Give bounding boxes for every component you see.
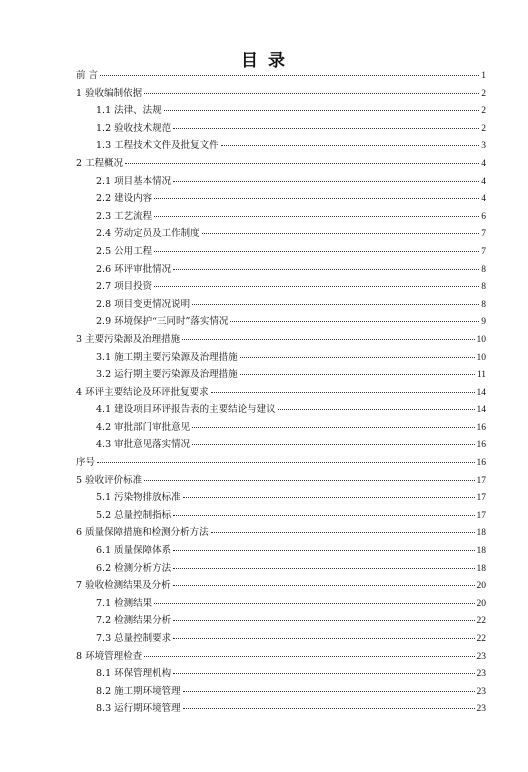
toc-entry-page-number: 20 bbox=[476, 581, 486, 592]
toc-entry-label: 5.2 总量控制指标 bbox=[96, 509, 172, 521]
toc-entry[interactable] bbox=[76, 331, 486, 349]
toc-entry-page-number: 3 bbox=[481, 141, 486, 152]
toc-entry-label: 1.1 法律、法规 bbox=[96, 105, 162, 117]
toc-entry-label: 8.3 运行期环境管理 bbox=[96, 703, 181, 715]
toc-entry[interactable] bbox=[76, 630, 486, 648]
toc-entry-label: 8.2 施工期环境管理 bbox=[96, 685, 181, 697]
toc-entry-page-number: 22 bbox=[476, 616, 486, 627]
toc-entry[interactable] bbox=[76, 190, 486, 208]
toc-entry-label: 1.2 验收技术规范 bbox=[96, 122, 172, 134]
dot-leader bbox=[183, 497, 475, 498]
toc-entry[interactable] bbox=[76, 208, 486, 226]
toc-entry-page-number: 2 bbox=[481, 88, 486, 99]
dot-leader bbox=[173, 550, 474, 551]
toc-entry-page-number: 22 bbox=[476, 634, 486, 644]
toc-entry[interactable] bbox=[76, 137, 486, 155]
toc-entry-page-number: 1 bbox=[481, 71, 486, 81]
dot-leader bbox=[183, 691, 475, 692]
toc-entry[interactable] bbox=[76, 560, 486, 578]
toc-entry[interactable] bbox=[76, 102, 486, 120]
dot-leader bbox=[173, 181, 479, 182]
dot-leader bbox=[154, 198, 479, 199]
toc-entry[interactable] bbox=[76, 401, 486, 419]
dot-leader bbox=[221, 145, 480, 146]
toc-entry-page-number: 16 bbox=[476, 422, 486, 433]
toc-entry-label: 8 环境管理检查 bbox=[76, 650, 143, 662]
toc-entry-page-number: 4 bbox=[481, 158, 486, 169]
toc-entry[interactable] bbox=[76, 261, 486, 279]
toc-entry-page-number: 10 bbox=[476, 352, 486, 363]
toc-entry[interactable] bbox=[76, 120, 486, 138]
dot-leader bbox=[173, 620, 474, 621]
toc-entry-page-number: 23 bbox=[476, 704, 486, 715]
toc-entry-page-number: 9 bbox=[481, 317, 486, 328]
toc-entry-label: 2.8 项目变更情况说明 bbox=[96, 298, 191, 310]
toc-entry-label: 2.1 项目基本情况 bbox=[96, 175, 172, 187]
toc-entry-page-number: 17 bbox=[476, 493, 486, 504]
toc-entry-label: 8.1 环保管理机构 bbox=[96, 668, 172, 680]
toc-entry[interactable] bbox=[76, 436, 486, 454]
toc-entry-page-number: 16 bbox=[476, 440, 486, 451]
toc-entry[interactable] bbox=[76, 155, 486, 173]
toc-entry[interactable] bbox=[76, 612, 486, 630]
dot-leader bbox=[154, 603, 474, 604]
dot-leader bbox=[202, 233, 480, 234]
toc-entry-label: 2.7 项目投资 bbox=[96, 281, 153, 293]
toc-entry-page-number: 14 bbox=[476, 405, 486, 416]
toc-entry-page-number: 16 bbox=[476, 458, 486, 469]
toc-entry-page-number: 7 bbox=[481, 246, 486, 257]
toc-entry-label: 1 验收编制依据 bbox=[76, 87, 143, 99]
dot-leader bbox=[125, 163, 479, 164]
toc-entry[interactable] bbox=[76, 243, 486, 261]
toc-entry-label: 序号 bbox=[76, 457, 96, 469]
toc-entry-page-number: 14 bbox=[476, 387, 486, 398]
toc-entry-label: 3.2 运行期主要污染源及治理措施 bbox=[96, 369, 238, 381]
dot-leader bbox=[154, 286, 479, 287]
toc-entry-label: 4.2 审批部门审批意见 bbox=[96, 421, 191, 433]
dot-leader bbox=[192, 304, 479, 305]
toc-entry-label: 3 主要污染源及治理措施 bbox=[76, 333, 181, 345]
toc-entry-label: 7.3 总量控制要求 bbox=[96, 633, 172, 644]
toc-entry-label: 4 环评主要结论及环评批复要求 bbox=[76, 386, 209, 398]
toc-entry-label: 2.2 建设内容 bbox=[96, 193, 153, 205]
toc-entry-label: 7.2 检测结果分析 bbox=[96, 615, 172, 627]
dot-leader bbox=[211, 532, 475, 533]
toc-entry[interactable] bbox=[76, 296, 486, 314]
toc-entry-page-number: 18 bbox=[476, 528, 486, 539]
dot-leader bbox=[173, 673, 474, 674]
dot-leader bbox=[164, 110, 480, 111]
toc-entry-page-number: 10 bbox=[476, 334, 486, 345]
toc-entry-label: 6 质量保障措施和检测分析方法 bbox=[76, 527, 209, 539]
toc-entry[interactable] bbox=[76, 384, 486, 402]
dot-leader bbox=[173, 568, 474, 569]
toc-entry-label: 2.4 劳动定员及工作制度 bbox=[96, 228, 200, 240]
toc-entry-label: 6.1 质量保障体系 bbox=[96, 545, 172, 557]
toc-entry-label: 4.1 建设项目环评报告表的主要结论与建议 bbox=[96, 404, 276, 416]
dot-leader bbox=[230, 321, 479, 322]
toc-entry-label: 5 验收评价标准 bbox=[76, 474, 143, 486]
toc-entry-label: 4.3 审批意见落实情况 bbox=[96, 439, 191, 451]
page-title: 目 录 bbox=[241, 51, 287, 71]
toc-entry-page-number: 11 bbox=[476, 370, 486, 381]
toc-entry-page-number: 20 bbox=[476, 598, 486, 609]
toc-entry-page-number: 4 bbox=[481, 176, 486, 187]
toc-entry-label: 3.1 施工期主要污染源及治理措施 bbox=[96, 351, 238, 363]
dot-leader bbox=[183, 708, 475, 709]
toc-entry-page-number: 18 bbox=[476, 546, 486, 557]
toc-entry-page-number: 7 bbox=[481, 229, 486, 240]
toc-entry[interactable] bbox=[76, 454, 486, 472]
dot-leader bbox=[144, 480, 474, 481]
toc-entry-page-number: 8 bbox=[481, 264, 486, 275]
toc-entry-page-number: 18 bbox=[476, 563, 486, 574]
toc-entry-page-number: 2 bbox=[481, 123, 486, 134]
toc-entry-label: 7.1 检测结果 bbox=[96, 597, 153, 609]
toc-entry-page-number: 23 bbox=[476, 686, 486, 697]
toc-entry-label: 2.3 工艺流程 bbox=[96, 210, 153, 222]
toc-entry[interactable] bbox=[76, 225, 486, 243]
dot-leader bbox=[144, 93, 479, 94]
dot-leader bbox=[97, 462, 474, 463]
toc-entry[interactable] bbox=[76, 683, 486, 701]
toc-entry-page-number: 23 bbox=[476, 651, 486, 662]
toc-entry-page-number: 4 bbox=[481, 194, 486, 205]
toc-entry-page-number: 8 bbox=[481, 282, 486, 293]
toc-entry[interactable] bbox=[76, 595, 486, 613]
toc-entry[interactable] bbox=[76, 313, 486, 331]
dot-leader bbox=[173, 515, 474, 516]
toc-entry[interactable] bbox=[76, 278, 486, 296]
toc-entry[interactable] bbox=[76, 524, 486, 542]
toc-entry[interactable] bbox=[76, 173, 486, 191]
dot-leader bbox=[240, 357, 475, 358]
toc-entry-label: 前 言 bbox=[76, 70, 99, 81]
toc-entry[interactable] bbox=[76, 507, 486, 525]
dot-leader bbox=[211, 392, 475, 393]
dot-leader bbox=[173, 638, 474, 639]
dot-leader bbox=[154, 216, 479, 217]
toc-entry[interactable] bbox=[76, 577, 486, 595]
dot-leader bbox=[278, 409, 475, 410]
toc-entry[interactable] bbox=[76, 85, 486, 103]
dot-leader bbox=[173, 128, 479, 129]
toc-entry-label: 2.9 环境保护“三同时”落实情况 bbox=[96, 316, 229, 328]
toc-entry-label: 1.3 工程技术文件及批复文件 bbox=[96, 140, 219, 152]
toc-entry[interactable] bbox=[76, 542, 486, 560]
toc-entry-page-number: 6 bbox=[481, 211, 486, 222]
toc-entry[interactable] bbox=[76, 700, 486, 718]
dot-leader bbox=[154, 251, 479, 252]
toc-entry-page-number: 8 bbox=[481, 299, 486, 310]
toc-entry[interactable] bbox=[76, 366, 486, 384]
toc-entry-page-number: 17 bbox=[476, 510, 486, 521]
toc-entry[interactable] bbox=[76, 349, 486, 367]
toc-entry[interactable] bbox=[76, 419, 486, 437]
dot-leader bbox=[173, 585, 475, 586]
toc-entry-page-number: 17 bbox=[476, 475, 486, 486]
toc-entry-label: 2 工程概况 bbox=[76, 157, 124, 169]
toc-entry-label: 2.6 环评审批情况 bbox=[96, 263, 172, 275]
table-of-contents bbox=[76, 67, 486, 718]
dot-leader bbox=[182, 339, 474, 340]
toc-entry[interactable] bbox=[76, 489, 486, 507]
toc-entry[interactable] bbox=[76, 67, 486, 85]
dot-leader bbox=[192, 444, 474, 445]
toc-entry[interactable] bbox=[76, 648, 486, 666]
toc-entry-label: 5.1 污染物排放标准 bbox=[96, 492, 181, 504]
toc-entry[interactable] bbox=[76, 472, 486, 490]
dot-leader bbox=[173, 269, 479, 270]
toc-entry-page-number: 2 bbox=[481, 106, 486, 117]
dot-leader bbox=[144, 656, 474, 657]
dot-leader bbox=[100, 75, 479, 76]
toc-entry-label: 7 验收检测结果及分析 bbox=[76, 580, 171, 592]
dot-leader bbox=[192, 427, 474, 428]
toc-entry-label: 6.2 检测分析方法 bbox=[96, 562, 172, 574]
toc-entry[interactable] bbox=[76, 665, 486, 683]
toc-entry-page-number: 23 bbox=[476, 669, 486, 680]
toc-entry-label: 2.5 公用工程 bbox=[96, 245, 153, 257]
dot-leader bbox=[240, 374, 475, 375]
